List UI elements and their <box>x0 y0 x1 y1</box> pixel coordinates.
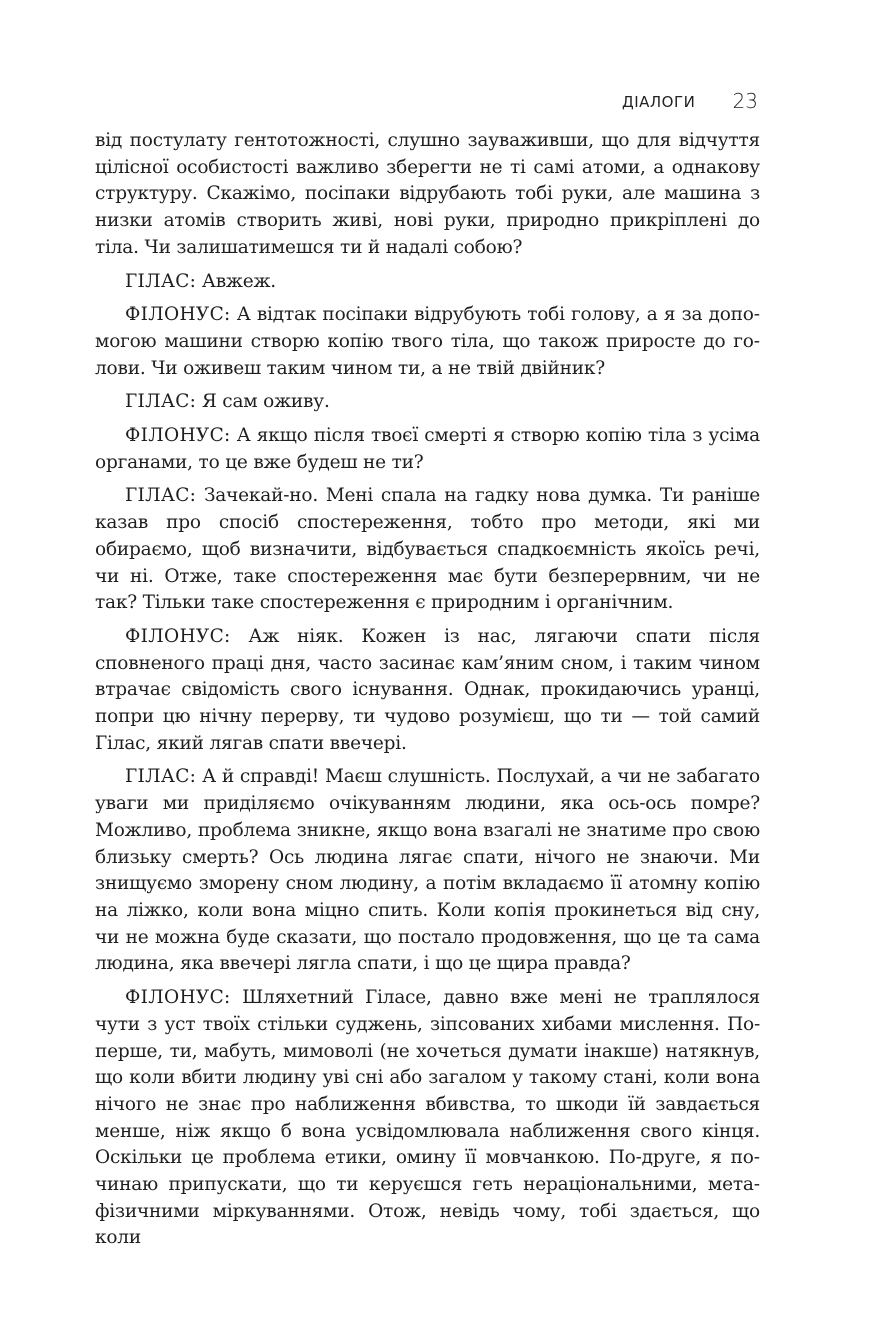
dialogue-text: А якщо після твоєї смерті я створю копію тіла з усіма органами, то це вже будеш не ти? <box>95 425 760 473</box>
speaker-name: ГІЛАС: <box>125 485 197 507</box>
dialogue-text: Аж ніяк. Кожен із нас, лягаючи спати після сповненого праці дня, часто засинає кам’яним сном, і таким чином втрачає свідомість свого існування. Однак, прокидаючись уранці, попри цю нічну перерву, ти чудово розумієш, що ти — той самий Гілас, який лягав спати ввечері. <box>95 625 760 754</box>
paragraph <box>95 128 760 262</box>
running-header <box>608 88 758 116</box>
dialogue-paragraph <box>95 423 760 476</box>
dialogue-text: Я сам оживу. <box>196 391 330 413</box>
dialogue-paragraph <box>95 985 760 1252</box>
dialogue-paragraph <box>95 764 760 978</box>
dialogue-paragraph <box>95 269 760 296</box>
dialogue-text: А й справді! Маєш слушність. Послухай, а чи не забагато уваги ми приділяємо очікуванням людини, яка ось-ось помре? Можливо, проблема зникне, якщо вона взагалі не знатиме про свою близьку смерть? Ось людина лягає спати, нічого не знаючи. Ми знищуємо зморену сном людину, а потім вкладаємо її атомну копію на ліжко, коли вона міцно спить. Коли копія прокинеться від сну, чи не можна буде сказати, що постало продовження, що це та сама людина, яка ввечері лягла спати, і що це щира правда? <box>95 766 760 975</box>
dialogue-text: Шляхетний Гіласе, давно вже мені не траплялося чути з уст твоїх стільки суджень, зіпсованих хибами мислення. По-перше, ти, мабуть, мимоволі (не хочеться думати інакше) натякнув, що коли вбити людину уві сні або загалом у такому стані, коли вона нічого не знає про наближення вбивства, то шкоди їй завдається менше, ніж якщо б вона усвідомлювала наближення свого кінця. Оскільки це проблема етики, омину її мовчанкою. По-друге, я починаю припускати, що ти керуєшся геть нераціональними, метафізичними міркуваннями. Отож, невідь чому, тобі здається, що коли <box>95 987 760 1249</box>
section-title: ДІАЛОГИ <box>622 93 696 111</box>
speaker-name: ФІЛОНУС: <box>125 987 231 1009</box>
speaker-name: ГІЛАС: <box>125 766 197 788</box>
dialogue-text: А відтак посіпаки відрубують тобі голову, а я за допомогою машини створю копію твого тіла, що також приросте до голови. Чи оживеш таким чином ти, а не твій двійник? <box>95 304 760 379</box>
dialogue-paragraph <box>95 302 760 382</box>
speaker-name: ФІЛОНУС: <box>125 304 231 326</box>
body-text <box>95 128 760 1259</box>
dialogue-paragraph <box>95 483 760 617</box>
speaker-name: ГІЛАС: <box>125 391 197 413</box>
paragraph-text: від постулату гентотожності, слушно зауваживши, що для відчуття цілісної особистості важливо зберегти не ті самі атоми, а однакову структуру. Скажімо, посіпаки відрубають тобі руки, але машина з низки атомів створить живі, нові руки, природно прикріплені до тіла. Чи залишатимешся ти й надалі собою? <box>95 130 760 258</box>
speaker-name: ФІЛОНУС: <box>125 425 231 447</box>
dialogue-text: Авжеж. <box>196 270 276 292</box>
dialogue-text: Зачекай-но. Мені спала на гадку нова думка. Ти раніше казав про спосіб спостереження, тобто про методи, які ми обираємо, щоб визначити, відбувається спадкоємність якоїсь речі, чи ні. Отже, таке спостереження має бути безперервним, чи не так? Тільки таке спостереження є природним і органічним. <box>95 485 760 614</box>
page-number: 23 <box>732 89 758 113</box>
dialogue-paragraph <box>95 389 760 416</box>
dialogue-paragraph <box>95 624 760 758</box>
speaker-name: ГІЛАС: <box>125 270 197 292</box>
speaker-name: ФІЛОНУС: <box>125 625 231 647</box>
